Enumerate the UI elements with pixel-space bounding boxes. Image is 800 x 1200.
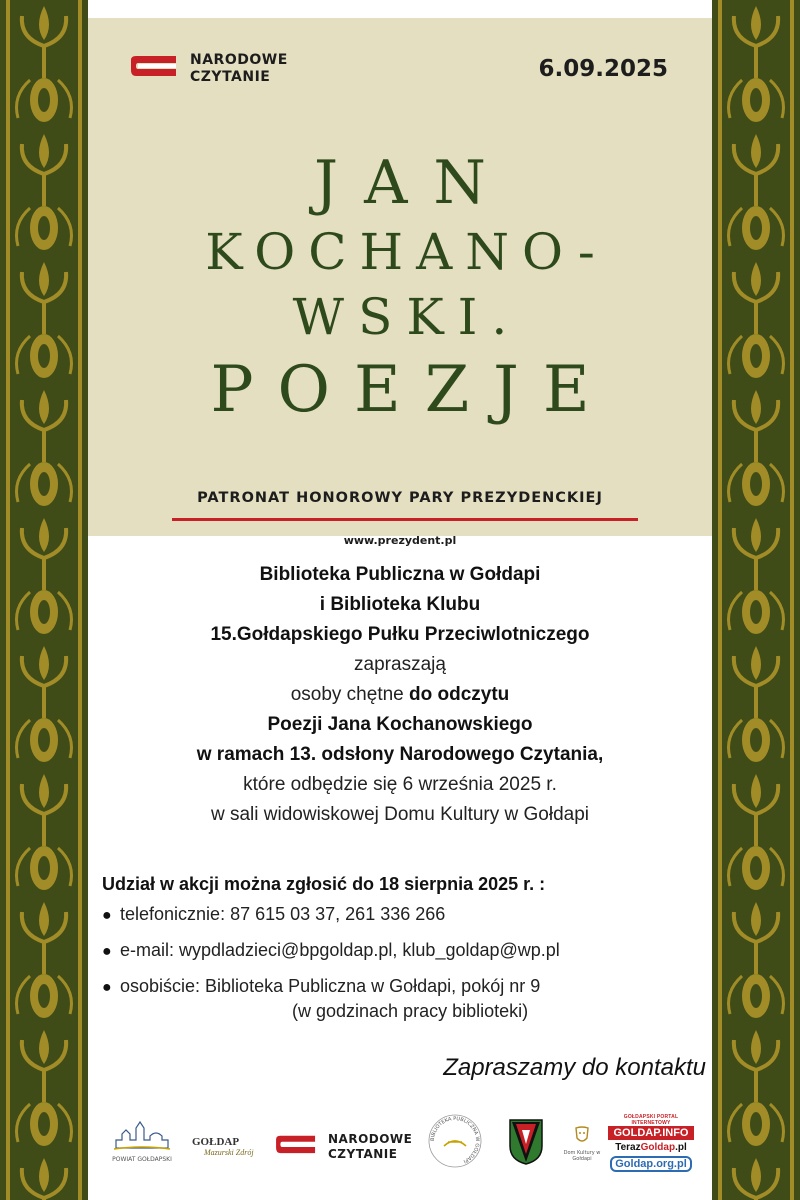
tulip-petal-ornament: [751, 134, 761, 168]
tulip-petal-ornament: [39, 6, 49, 40]
stem-ornament: [754, 1196, 758, 1200]
invitation-line-9: w sali widowiskowej Domu Kultury w Gołdapi: [210, 804, 590, 825]
olive-core-ornament: [750, 88, 762, 112]
invitation-line-7: w ramach 13. odsłony Narodowego Czytania,: [196, 744, 604, 765]
invitation-line-6: Poezji Jana Kochanowskiego: [267, 714, 533, 735]
tulip-petal-ornament: [39, 390, 49, 424]
stem-ornament: [754, 172, 758, 206]
olive-core-ornament: [38, 1112, 50, 1136]
olive-core-ornament: [38, 728, 50, 752]
leaf-ornament: [729, 208, 743, 246]
title-line-4: POEZJE: [210, 353, 614, 427]
border-line: [78, 0, 82, 1200]
tulip-petal-ornament: [39, 646, 49, 680]
tulip-petal-ornament: [751, 774, 761, 808]
powiat-goldapski-logo: [112, 1116, 172, 1163]
contact-email-text: e-mail: wypdladzieci@bpgoldap.pl, klub_goldap@wp.pl: [120, 940, 560, 960]
bullet-icon: ●: [102, 979, 112, 996]
tulip-petal-ornament: [39, 1158, 49, 1192]
olive-core-ornament: [38, 472, 50, 496]
border-line: [790, 0, 794, 1200]
tulip-petal-ornament: [39, 262, 49, 296]
stem-ornament: [42, 172, 46, 206]
stem-ornament: [754, 428, 758, 462]
teraz-suffix: .pl: [675, 1142, 687, 1153]
event-date: 6.09.2025: [538, 56, 668, 82]
goldap-logo-subtitle: Mazurski Zdrój: [204, 1148, 254, 1157]
tulip-petal-ornament: [751, 902, 761, 936]
stem-ornament: [42, 300, 46, 334]
stem-ornament: [42, 1068, 46, 1102]
leaf-ornament: [17, 976, 31, 1014]
contact-item-phone: [102, 901, 702, 937]
leaf-ornament: [17, 208, 31, 246]
bullet-icon: ●: [102, 907, 112, 924]
leaf-ornament: [17, 464, 31, 502]
dom-kultury-caption: Dom Kultury w Gołdapi: [563, 1150, 601, 1162]
footer-nc-text: [328, 1132, 412, 1162]
olive-core-ornament: [38, 216, 50, 240]
patronage-divider: [172, 518, 638, 521]
biblioteka-publiczna-logo: [428, 1114, 482, 1168]
leaf-ornament: [770, 976, 784, 1014]
stem-ornament: [42, 1196, 46, 1200]
stem-ornament: [42, 812, 46, 846]
olive-core-ornament: [38, 600, 50, 624]
leaf-ornament: [58, 208, 72, 246]
goldap-info-brand: GOLDAP.INFO: [608, 1126, 694, 1140]
stem-ornament: [754, 684, 758, 718]
leaf-ornament: [58, 720, 72, 758]
tulip-petal-ornament: [751, 6, 761, 40]
leaf-ornament: [58, 976, 72, 1014]
stem-ornament: [42, 556, 46, 590]
invitation-panel: [88, 548, 712, 1200]
leaf-ornament: [729, 1104, 743, 1142]
narodowe-czytanie-text: [190, 52, 288, 86]
invitation-line-4: zapraszają: [354, 654, 446, 675]
teraz-name: Goldap: [640, 1142, 676, 1153]
logo-line-1: NARODOWE: [190, 52, 288, 68]
tulip-petal-ornament: [39, 134, 49, 168]
tulip-petal-ornament: [751, 518, 761, 552]
stem-ornament: [42, 684, 46, 718]
border-line: [6, 0, 10, 1200]
invitation-line-8: które odbędzie się 6 września 2025 r.: [243, 774, 557, 795]
tulip-petal-ornament: [751, 1158, 761, 1192]
tulip-petal-ornament: [39, 518, 49, 552]
prezydent-url: www.prezydent.pl: [343, 534, 457, 547]
left-ornamental-border: [0, 0, 88, 1200]
leaf-ornament: [58, 1104, 72, 1142]
leaf-ornament: [770, 592, 784, 630]
biblioteka-ring-text: BIBLIOTEKA PUBLICZNA W GOŁDAPI: [429, 1115, 481, 1165]
footer-nc-line-1: NARODOWE: [328, 1132, 413, 1146]
title-line-1: JAN: [314, 148, 512, 218]
town-skyline-icon: [112, 1116, 172, 1152]
leaf-ornament: [17, 848, 31, 886]
narodowe-czytanie-logo: [128, 52, 288, 86]
title-line-3: WSKI.: [292, 288, 522, 346]
leaf-ornament: [58, 336, 72, 374]
leaf-ornament: [770, 1104, 784, 1142]
tulip-petal-ornament: [751, 1030, 761, 1064]
footer-nc-line-2: CZYTANIE: [328, 1147, 398, 1161]
office-hours-note: (w godzinach pracy biblioteki): [292, 1001, 529, 1021]
leaf-ornament: [17, 80, 31, 118]
theater-masks-icon: [572, 1124, 592, 1146]
olive-core-ornament: [750, 472, 762, 496]
teraz-goldap-brand: [608, 1142, 694, 1153]
participation-heading: Udział w akcji można zgłosić do 18 sierpnia 2025 r. :: [102, 874, 546, 894]
leaf-ornament: [770, 720, 784, 758]
leaf-ornament: [58, 464, 72, 502]
invitation-line-5: [88, 680, 712, 710]
participation-section: [102, 874, 702, 1022]
right-ornamental-border: [712, 0, 800, 1200]
leaf-ornament: [17, 1104, 31, 1142]
leaf-ornament: [729, 80, 743, 118]
tulip-petal-ornament: [751, 390, 761, 424]
olive-core-ornament: [38, 88, 50, 112]
leaf-ornament: [729, 464, 743, 502]
stem-ornament: [754, 300, 758, 334]
olive-core-ornament: [38, 984, 50, 1008]
stem-ornament: [754, 1068, 758, 1102]
leaf-ornament: [17, 336, 31, 374]
invitation-line-2: i Biblioteka Klubu: [319, 594, 481, 615]
stem-ornament: [42, 428, 46, 462]
portal-tagline: GOŁDAPSKI PORTAL INTERNETOWY: [623, 1114, 679, 1126]
leaf-ornament: [729, 848, 743, 886]
olive-core-ornament: [750, 344, 762, 368]
leaf-ornament: [17, 592, 31, 630]
leaf-ornament: [770, 80, 784, 118]
olive-core-ornament: [750, 856, 762, 880]
leaf-ornament: [58, 848, 72, 886]
goldap-portal-logos: [608, 1114, 694, 1172]
stem-ornament: [754, 44, 758, 78]
invitation-line-5-bold: do odczytu: [409, 684, 510, 705]
patronage-text: PATRONAT HONOROWY PARY PREZYDENCKIEJ: [197, 490, 603, 506]
stem-ornament: [754, 940, 758, 974]
olive-core-ornament: [750, 216, 762, 240]
title-line-2: KOCHANO-: [205, 223, 608, 281]
teraz-prefix: Teraz: [615, 1142, 641, 1153]
narodowe-czytanie-footer-logo: [272, 1132, 412, 1162]
contact-item-email: [102, 937, 702, 973]
book-icon: [128, 54, 180, 84]
tulip-petal-ornament: [39, 774, 49, 808]
goldap-city-logo: [192, 1136, 254, 1157]
goldap-logo-name: GOŁDAP: [192, 1136, 240, 1148]
bullet-icon: ●: [102, 943, 112, 960]
leaf-ornament: [770, 848, 784, 886]
stem-ornament: [42, 940, 46, 974]
invitation-text-block: [88, 560, 712, 830]
tulip-petal-ornament: [751, 262, 761, 296]
tulip-petal-ornament: [39, 902, 49, 936]
logo-line-2: CZYTANIE: [190, 69, 271, 85]
book-icon: [272, 1134, 320, 1160]
olive-core-ornament: [38, 344, 50, 368]
tulip-petal-ornament: [39, 1030, 49, 1064]
contact-phone-text: telefonicznie: 87 615 03 37, 261 336 266: [120, 904, 446, 924]
closing-invitation: Zapraszamy do kontaktu: [443, 1054, 706, 1081]
leaf-ornament: [58, 592, 72, 630]
military-crest-icon: [508, 1118, 544, 1166]
olive-core-ornament: [750, 600, 762, 624]
leaf-ornament: [770, 208, 784, 246]
invitation-line-3: 15.Gołdapskiego Pułku Przeciwlotniczego: [210, 624, 590, 645]
powiat-caption: POWIAT GOŁDAPSKI: [112, 1156, 172, 1163]
olive-core-ornament: [750, 1112, 762, 1136]
olive-core-ornament: [38, 856, 50, 880]
tulip-petal-ornament: [751, 646, 761, 680]
leaf-ornament: [770, 464, 784, 502]
poster-header-panel: [88, 18, 712, 547]
stem-ornament: [42, 44, 46, 78]
leaf-ornament: [58, 80, 72, 118]
dom-kultury-logo: [562, 1124, 602, 1162]
invitation-line-1: Biblioteka Publiczna w Gołdapi: [259, 564, 541, 585]
stem-ornament: [754, 812, 758, 846]
border-line: [718, 0, 722, 1200]
leaf-ornament: [729, 336, 743, 374]
ornament-pattern-left: [0, 0, 88, 1200]
contact-in-person-text: osobiście: Biblioteka Publiczna w Gołdapi, pokój nr 9: [120, 976, 541, 996]
leaf-ornament: [729, 720, 743, 758]
invitation-line-5-prefix: osoby chętne: [290, 684, 410, 705]
leaf-ornament: [770, 336, 784, 374]
olive-core-ornament: [750, 728, 762, 752]
leaf-ornament: [729, 592, 743, 630]
leaf-ornament: [17, 720, 31, 758]
ornament-pattern-right: [712, 0, 800, 1200]
goldap-org-brand: Goldap.org.pl: [610, 1156, 692, 1172]
leaf-ornament: [729, 976, 743, 1014]
stem-ornament: [754, 556, 758, 590]
olive-core-ornament: [750, 984, 762, 1008]
